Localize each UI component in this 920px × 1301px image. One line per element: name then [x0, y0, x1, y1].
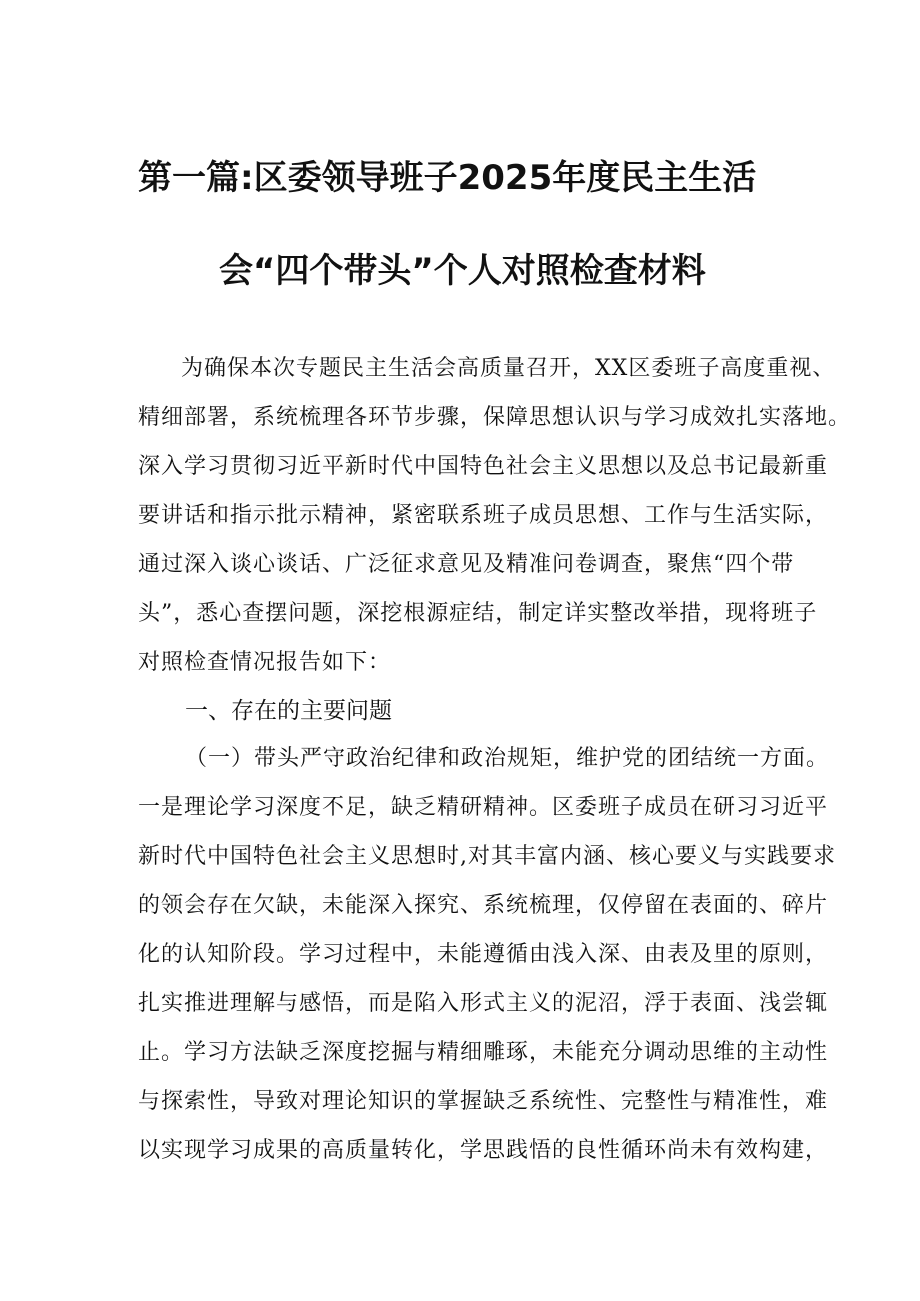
intro-line-2: 精细部署，系统梳理各环节步骤，保障思想认识与学习成效扎实落地。	[138, 405, 852, 430]
subsection-line-2: 一是理论学习深度不足，缺乏精研精神。区委班子成员在研习习近平	[138, 795, 829, 820]
document-title-line-2: 会“四个带头”个人对照检查材料	[219, 251, 706, 291]
subsection-line-4: 的领会存在欠缺，未能深入探究、系统梳理，仅停留在表面的、碎片	[138, 893, 829, 918]
subsection-line-9: 以实现学习成果的高质量转化，学思践悟的良性循环尚未有效构建，	[138, 1138, 829, 1163]
intro-line-5: 通过深入谈心谈话、广泛征求意见及精准问卷调查，聚焦“四个带	[138, 552, 795, 577]
subsection-line-6: 扎实推进理解与感悟，而是陷入形式主义的泥沼，浮于表面、浅尝辄	[138, 991, 829, 1016]
subsection-line-7: 止。学习方法缺乏深度挖掘与精细雕琢，未能充分调动思维的主动性	[138, 1040, 829, 1065]
subsection-line-5: 化的认知阶段。学习过程中，未能遵循由浅入深、由表及里的原则，	[138, 942, 829, 967]
subsection-line-3: 新时代中国特色社会主义思想时,对其丰富内涵、核心要义与实践要求	[138, 844, 836, 869]
intro-line-3: 深入学习贯彻习近平新时代中国特色社会主义思想以及总书记最新重	[138, 454, 829, 479]
subsection-line-1: （一）带头严守政治纪律和政治规矩，维护党的团结统一方面。	[185, 746, 830, 771]
intro-line-1: 为确保本次专题民主生活会高质量召开，XX区委班子高度重视、	[181, 356, 836, 381]
intro-line-7: 对照检查情况报告如下：	[138, 650, 392, 675]
intro-line-6: 头”，悉心查摆问题，深挖根源症结，制定详实整改举措，现将班子	[138, 601, 818, 626]
document-title-line-1: 第一篇:区委领导班子2025年度民主生活	[138, 158, 757, 198]
subsection-line-8: 与探索性，导致对理论知识的掌握缺乏系统性、完整性与精准性，难	[138, 1089, 829, 1114]
section-heading: 一、存在的主要问题	[185, 698, 392, 724]
intro-line-4: 要讲话和指示批示精神，紧密联系班子成员思想、工作与生活实际，	[138, 503, 829, 528]
